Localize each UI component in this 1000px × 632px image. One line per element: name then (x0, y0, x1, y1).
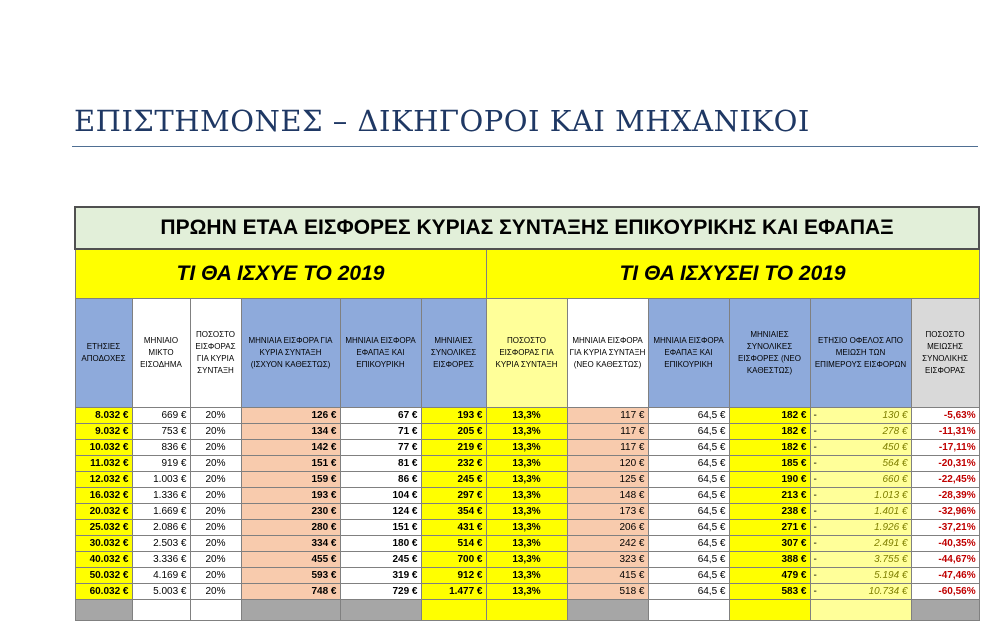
cell-old-lump-sum-auxiliary: 104 € (340, 488, 421, 504)
cell-monthly-income: 1.336 € (132, 488, 190, 504)
cell-annual-benefit (810, 424, 911, 440)
cell-old-main-contribution: 126 € (241, 408, 340, 424)
cell-annual-earnings: 8.032 € (75, 408, 132, 424)
cell-new-lump-sum-auxiliary: 64,5 € (648, 440, 729, 456)
contributions-table-container (74, 206, 978, 624)
benefit-dash: - (813, 554, 817, 565)
cell-old-total: 205 € (421, 424, 486, 440)
cell-old-total: 245 € (421, 472, 486, 488)
cell-new-main-contribution: 242 € (567, 536, 648, 552)
cell-monthly-income: 3.336 € (132, 552, 190, 568)
cell-old-lump-sum-auxiliary: 67 € (340, 408, 421, 424)
footer-cell (75, 600, 132, 621)
benefit-dash: - (813, 522, 817, 533)
cell-new-main-contribution: 117 € (567, 424, 648, 440)
footer-cell (911, 600, 979, 621)
cell-reduction-pct: -28,39% (911, 488, 979, 504)
cell-annual-earnings: 10.032 € (75, 440, 132, 456)
cell-old-rate: 20% (190, 456, 241, 472)
cell-annual-earnings: 11.032 € (75, 456, 132, 472)
cell-new-total: 479 € (729, 568, 810, 584)
cell-new-lump-sum-auxiliary: 64,5 € (648, 536, 729, 552)
table-footer-row (75, 600, 979, 621)
cell-old-rate: 20% (190, 440, 241, 456)
table-row (75, 424, 979, 440)
cell-new-rate: 13,3% (486, 536, 567, 552)
cell-reduction-pct: -60,56% (911, 584, 979, 600)
benefit-dash: - (813, 474, 817, 485)
cell-new-main-contribution: 323 € (567, 552, 648, 568)
cell-annual-benefit (810, 520, 911, 536)
benefit-amount: 564 € (882, 458, 908, 469)
table-row (75, 472, 979, 488)
cell-annual-earnings: 9.032 € (75, 424, 132, 440)
cell-old-lump-sum-auxiliary: 71 € (340, 424, 421, 440)
cell-reduction-pct: -44,67% (911, 552, 979, 568)
cell-old-rate: 20% (190, 536, 241, 552)
col-header-new-total-contributions: ΜΗΝΙΑΙΕΣ ΣΥΝΟΛΙΚΕΣ ΕΙΣΦΟΡΕΣ (ΝΕΟ ΚΑΘΕΣΤΩΣ) (729, 299, 810, 408)
col-header-old-lump-sum-auxiliary: ΜΗΝΙΑΙΑ ΕΙΣΦΟΡΑ ΕΦΑΠΑΞ ΚΑΙ ΕΠΙΚΟΥΡΙΚΗ (340, 299, 421, 408)
cell-new-lump-sum-auxiliary: 64,5 € (648, 472, 729, 488)
cell-new-total: 182 € (729, 440, 810, 456)
cell-new-total: 185 € (729, 456, 810, 472)
cell-old-rate: 20% (190, 488, 241, 504)
table-row (75, 408, 979, 424)
cell-old-main-contribution: 151 € (241, 456, 340, 472)
cell-new-rate: 13,3% (486, 456, 567, 472)
col-header-monthly-gross-income: ΜΗΝΙΑΙΟ ΜΙΚΤΟ ΕΙΣΟΔΗΜΑ (132, 299, 190, 408)
cell-old-main-contribution: 159 € (241, 472, 340, 488)
cell-old-rate: 20% (190, 520, 241, 536)
benefit-amount: 450 € (882, 442, 908, 453)
table-row (75, 488, 979, 504)
cell-new-total: 190 € (729, 472, 810, 488)
col-header-old-main-pension-contribution: ΜΗΝΙΑΙΑ ΕΙΣΦΟΡΑ ΓΙΑ ΚΥΡΙΑ ΣΥΝΤΑΞΗ (ΙΣΧΥΟΝ ΚΑΘΕΣΤΩΣ) (241, 299, 340, 408)
table-row (75, 584, 979, 600)
cell-annual-earnings: 60.032 € (75, 584, 132, 600)
benefit-dash: - (813, 506, 817, 517)
benefit-dash: - (813, 586, 817, 597)
cell-annual-earnings: 16.032 € (75, 488, 132, 504)
cell-new-total: 271 € (729, 520, 810, 536)
col-header-new-lump-sum-auxiliary: ΜΗΝΙΑΙΑ ΕΙΣΦΟΡΑ ΕΦΑΠΑΞ ΚΑΙ ΕΠΙΚΟΥΡΙΚΗ (648, 299, 729, 408)
cell-reduction-pct: -17,11% (911, 440, 979, 456)
cell-reduction-pct: -11,31% (911, 424, 979, 440)
cell-annual-benefit (810, 440, 911, 456)
cell-new-main-contribution: 120 € (567, 456, 648, 472)
page-title: ΕΠΙΣΤΗΜΟΝΕΣ – ΔΙΚΗΓΟΡΟΙ ΚΑΙ ΜΗΧΑΝΙΚΟΙ (74, 104, 810, 138)
cell-annual-earnings: 25.032 € (75, 520, 132, 536)
cell-annual-earnings: 40.032 € (75, 552, 132, 568)
cell-old-total: 193 € (421, 408, 486, 424)
cell-new-main-contribution: 173 € (567, 504, 648, 520)
cell-new-total: 583 € (729, 584, 810, 600)
cell-reduction-pct: -47,46% (911, 568, 979, 584)
cell-monthly-income: 2.503 € (132, 536, 190, 552)
cell-reduction-pct: -20,31% (911, 456, 979, 472)
benefit-amount: 1.926 € (874, 522, 908, 533)
cell-reduction-pct: -5,63% (911, 408, 979, 424)
benefit-dash: - (813, 426, 817, 437)
cell-monthly-income: 1.669 € (132, 504, 190, 520)
cell-old-main-contribution: 334 € (241, 536, 340, 552)
cell-annual-benefit (810, 504, 911, 520)
cell-annual-earnings: 50.032 € (75, 568, 132, 584)
cell-new-rate: 13,3% (486, 472, 567, 488)
cell-annual-earnings: 12.032 € (75, 472, 132, 488)
benefit-dash: - (813, 538, 817, 549)
cell-annual-benefit (810, 408, 911, 424)
cell-new-total: 238 € (729, 504, 810, 520)
cell-old-total: 1.477 € (421, 584, 486, 600)
cell-old-main-contribution: 230 € (241, 504, 340, 520)
cell-monthly-income: 919 € (132, 456, 190, 472)
table-row (75, 536, 979, 552)
cell-old-main-contribution: 142 € (241, 440, 340, 456)
benefit-amount: 10.734 € (868, 586, 908, 597)
cell-annual-benefit (810, 472, 911, 488)
title-divider (72, 146, 978, 147)
footer-cell (729, 600, 810, 621)
cell-new-main-contribution: 415 € (567, 568, 648, 584)
cell-old-lump-sum-auxiliary: 319 € (340, 568, 421, 584)
cell-new-lump-sum-auxiliary: 64,5 € (648, 584, 729, 600)
cell-new-main-contribution: 125 € (567, 472, 648, 488)
cell-old-rate: 20% (190, 552, 241, 568)
cell-new-lump-sum-auxiliary: 64,5 € (648, 408, 729, 424)
cell-old-main-contribution: 455 € (241, 552, 340, 568)
cell-old-lump-sum-auxiliary: 729 € (340, 584, 421, 600)
benefit-amount: 1.401 € (874, 506, 908, 517)
benefit-amount: 5.194 € (874, 570, 908, 581)
cell-old-total: 700 € (421, 552, 486, 568)
cell-new-rate: 13,3% (486, 504, 567, 520)
cell-annual-benefit (810, 488, 911, 504)
cell-annual-benefit (810, 568, 911, 584)
cell-old-rate: 20% (190, 472, 241, 488)
cell-old-lump-sum-auxiliary: 180 € (340, 536, 421, 552)
table-row (75, 520, 979, 536)
table-row (75, 440, 979, 456)
benefit-dash: - (813, 410, 817, 421)
cell-old-total: 219 € (421, 440, 486, 456)
section-header-old-regime: ΤΙ ΘΑ ΙΣΧΥΕ ΤΟ 2019 (75, 249, 486, 299)
footer-cell (340, 600, 421, 621)
table-row (75, 504, 979, 520)
col-header-old-contribution-rate: ΠΟΣΟΣΤΟ ΕΙΣΦΟΡΑΣ ΓΙΑ ΚΥΡΙΑ ΣΥΝΤΑΞΗ (190, 299, 241, 408)
cell-new-lump-sum-auxiliary: 64,5 € (648, 488, 729, 504)
footer-cell (421, 600, 486, 621)
cell-old-total: 514 € (421, 536, 486, 552)
cell-old-main-contribution: 193 € (241, 488, 340, 504)
cell-new-main-contribution: 518 € (567, 584, 648, 600)
col-header-new-main-pension-contribution: ΜΗΝΙΑΙΑ ΕΙΣΦΟΡΑ ΓΙΑ ΚΥΡΙΑ ΣΥΝΤΑΞΗ (ΝΕΟ ΚΑΘΕΣΤΩΣ) (567, 299, 648, 408)
cell-annual-benefit (810, 456, 911, 472)
cell-old-main-contribution: 593 € (241, 568, 340, 584)
cell-old-total: 431 € (421, 520, 486, 536)
benefit-amount: 660 € (882, 474, 908, 485)
footer-cell (648, 600, 729, 621)
cell-new-total: 182 € (729, 408, 810, 424)
cell-old-lump-sum-auxiliary: 245 € (340, 552, 421, 568)
cell-new-rate: 13,3% (486, 408, 567, 424)
cell-new-lump-sum-auxiliary: 64,5 € (648, 552, 729, 568)
cell-new-lump-sum-auxiliary: 64,5 € (648, 424, 729, 440)
cell-old-total: 297 € (421, 488, 486, 504)
cell-monthly-income: 2.086 € (132, 520, 190, 536)
cell-annual-earnings: 20.032 € (75, 504, 132, 520)
cell-new-rate: 13,3% (486, 520, 567, 536)
cell-annual-benefit (810, 552, 911, 568)
cell-monthly-income: 669 € (132, 408, 190, 424)
col-header-annual-earnings: ΕΤΗΣΙΕΣ ΑΠΟΔΟΧΕΣ (75, 299, 132, 408)
cell-old-lump-sum-auxiliary: 151 € (340, 520, 421, 536)
cell-old-lump-sum-auxiliary: 77 € (340, 440, 421, 456)
cell-new-main-contribution: 117 € (567, 440, 648, 456)
benefit-dash: - (813, 458, 817, 469)
cell-monthly-income: 5.003 € (132, 584, 190, 600)
cell-monthly-income: 4.169 € (132, 568, 190, 584)
cell-new-total: 213 € (729, 488, 810, 504)
cell-new-main-contribution: 206 € (567, 520, 648, 536)
col-header-new-contribution-rate: ΠΟΣΟΣΤΟ ΕΙΣΦΟΡΑΣ ΓΙΑ ΚΥΡΙΑ ΣΥΝΤΑΞΗ (486, 299, 567, 408)
cell-annual-benefit (810, 536, 911, 552)
footer-cell (190, 600, 241, 621)
cell-annual-earnings: 30.032 € (75, 536, 132, 552)
cell-reduction-pct: -40,35% (911, 536, 979, 552)
cell-monthly-income: 753 € (132, 424, 190, 440)
footer-cell (132, 600, 190, 621)
cell-old-rate: 20% (190, 424, 241, 440)
cell-reduction-pct: -32,96% (911, 504, 979, 520)
table-main-header: ΠΡΩΗΝ ΕΤΑΑ ΕΙΣΦΟΡΕΣ ΚΥΡΙΑΣ ΣΥΝΤΑΞΗΣ ΕΠΙΚΟΥΡΙΚΗΣ ΚΑΙ ΕΦΑΠΑΞ (75, 207, 979, 249)
cell-old-rate: 20% (190, 584, 241, 600)
table-row (75, 568, 979, 584)
benefit-amount: 2.491 € (874, 538, 908, 549)
cell-new-rate: 13,3% (486, 584, 567, 600)
cell-old-main-contribution: 134 € (241, 424, 340, 440)
cell-new-rate: 13,3% (486, 488, 567, 504)
benefit-amount: 3.755 € (874, 554, 908, 565)
cell-new-rate: 13,3% (486, 440, 567, 456)
table-body (75, 408, 979, 600)
table-row (75, 456, 979, 472)
cell-monthly-income: 1.003 € (132, 472, 190, 488)
contributions-table (74, 206, 980, 621)
cell-reduction-pct: -22,45% (911, 472, 979, 488)
footer-cell (810, 600, 911, 621)
table-row (75, 552, 979, 568)
cell-new-total: 182 € (729, 424, 810, 440)
col-header-reduction-percentage: ΠΟΣΟΣΤΟ ΜΕΙΩΣΗΣ ΣΥΝΟΛΙΚΗΣ ΕΙΣΦΟΡΑΣ (911, 299, 979, 408)
benefit-dash: - (813, 490, 817, 501)
cell-old-rate: 20% (190, 504, 241, 520)
cell-monthly-income: 836 € (132, 440, 190, 456)
cell-old-lump-sum-auxiliary: 124 € (340, 504, 421, 520)
cell-new-rate: 13,3% (486, 424, 567, 440)
cell-old-rate: 20% (190, 408, 241, 424)
cell-new-rate: 13,3% (486, 552, 567, 568)
cell-old-lump-sum-auxiliary: 81 € (340, 456, 421, 472)
cell-new-lump-sum-auxiliary: 64,5 € (648, 504, 729, 520)
footer-cell (567, 600, 648, 621)
cell-annual-benefit (810, 584, 911, 600)
footer-cell (486, 600, 567, 621)
cell-old-total: 912 € (421, 568, 486, 584)
cell-old-total: 232 € (421, 456, 486, 472)
benefit-dash: - (813, 570, 817, 581)
cell-new-main-contribution: 148 € (567, 488, 648, 504)
benefit-amount: 278 € (882, 426, 908, 437)
cell-new-lump-sum-auxiliary: 64,5 € (648, 568, 729, 584)
cell-new-lump-sum-auxiliary: 64,5 € (648, 520, 729, 536)
cell-new-rate: 13,3% (486, 568, 567, 584)
footer-cell (241, 600, 340, 621)
col-header-old-total-contributions: ΜΗΝΙΑΙΕΣ ΣΥΝΟΛΙΚΕΣ ΕΙΣΦΟΡΕΣ (421, 299, 486, 408)
col-header-annual-benefit: ΕΤΗΣΙΟ ΟΦΕΛΟΣ ΑΠΟ ΜΕΙΩΣΗ ΤΩΝ ΕΠΙΜΕΡΟΥΣ ΕΙΣΦΟΡΩΝ (810, 299, 911, 408)
cell-new-main-contribution: 117 € (567, 408, 648, 424)
cell-reduction-pct: -37,21% (911, 520, 979, 536)
cell-old-main-contribution: 748 € (241, 584, 340, 600)
cell-old-main-contribution: 280 € (241, 520, 340, 536)
section-header-new-regime: ΤΙ ΘΑ ΙΣΧΥΣΕΙ ΤΟ 2019 (486, 249, 979, 299)
cell-old-lump-sum-auxiliary: 86 € (340, 472, 421, 488)
cell-new-lump-sum-auxiliary: 64,5 € (648, 456, 729, 472)
benefit-dash: - (813, 442, 817, 453)
cell-new-total: 388 € (729, 552, 810, 568)
cell-new-total: 307 € (729, 536, 810, 552)
cell-old-total: 354 € (421, 504, 486, 520)
benefit-amount: 130 € (882, 410, 908, 421)
cell-old-rate: 20% (190, 568, 241, 584)
benefit-amount: 1.013 € (874, 490, 908, 501)
